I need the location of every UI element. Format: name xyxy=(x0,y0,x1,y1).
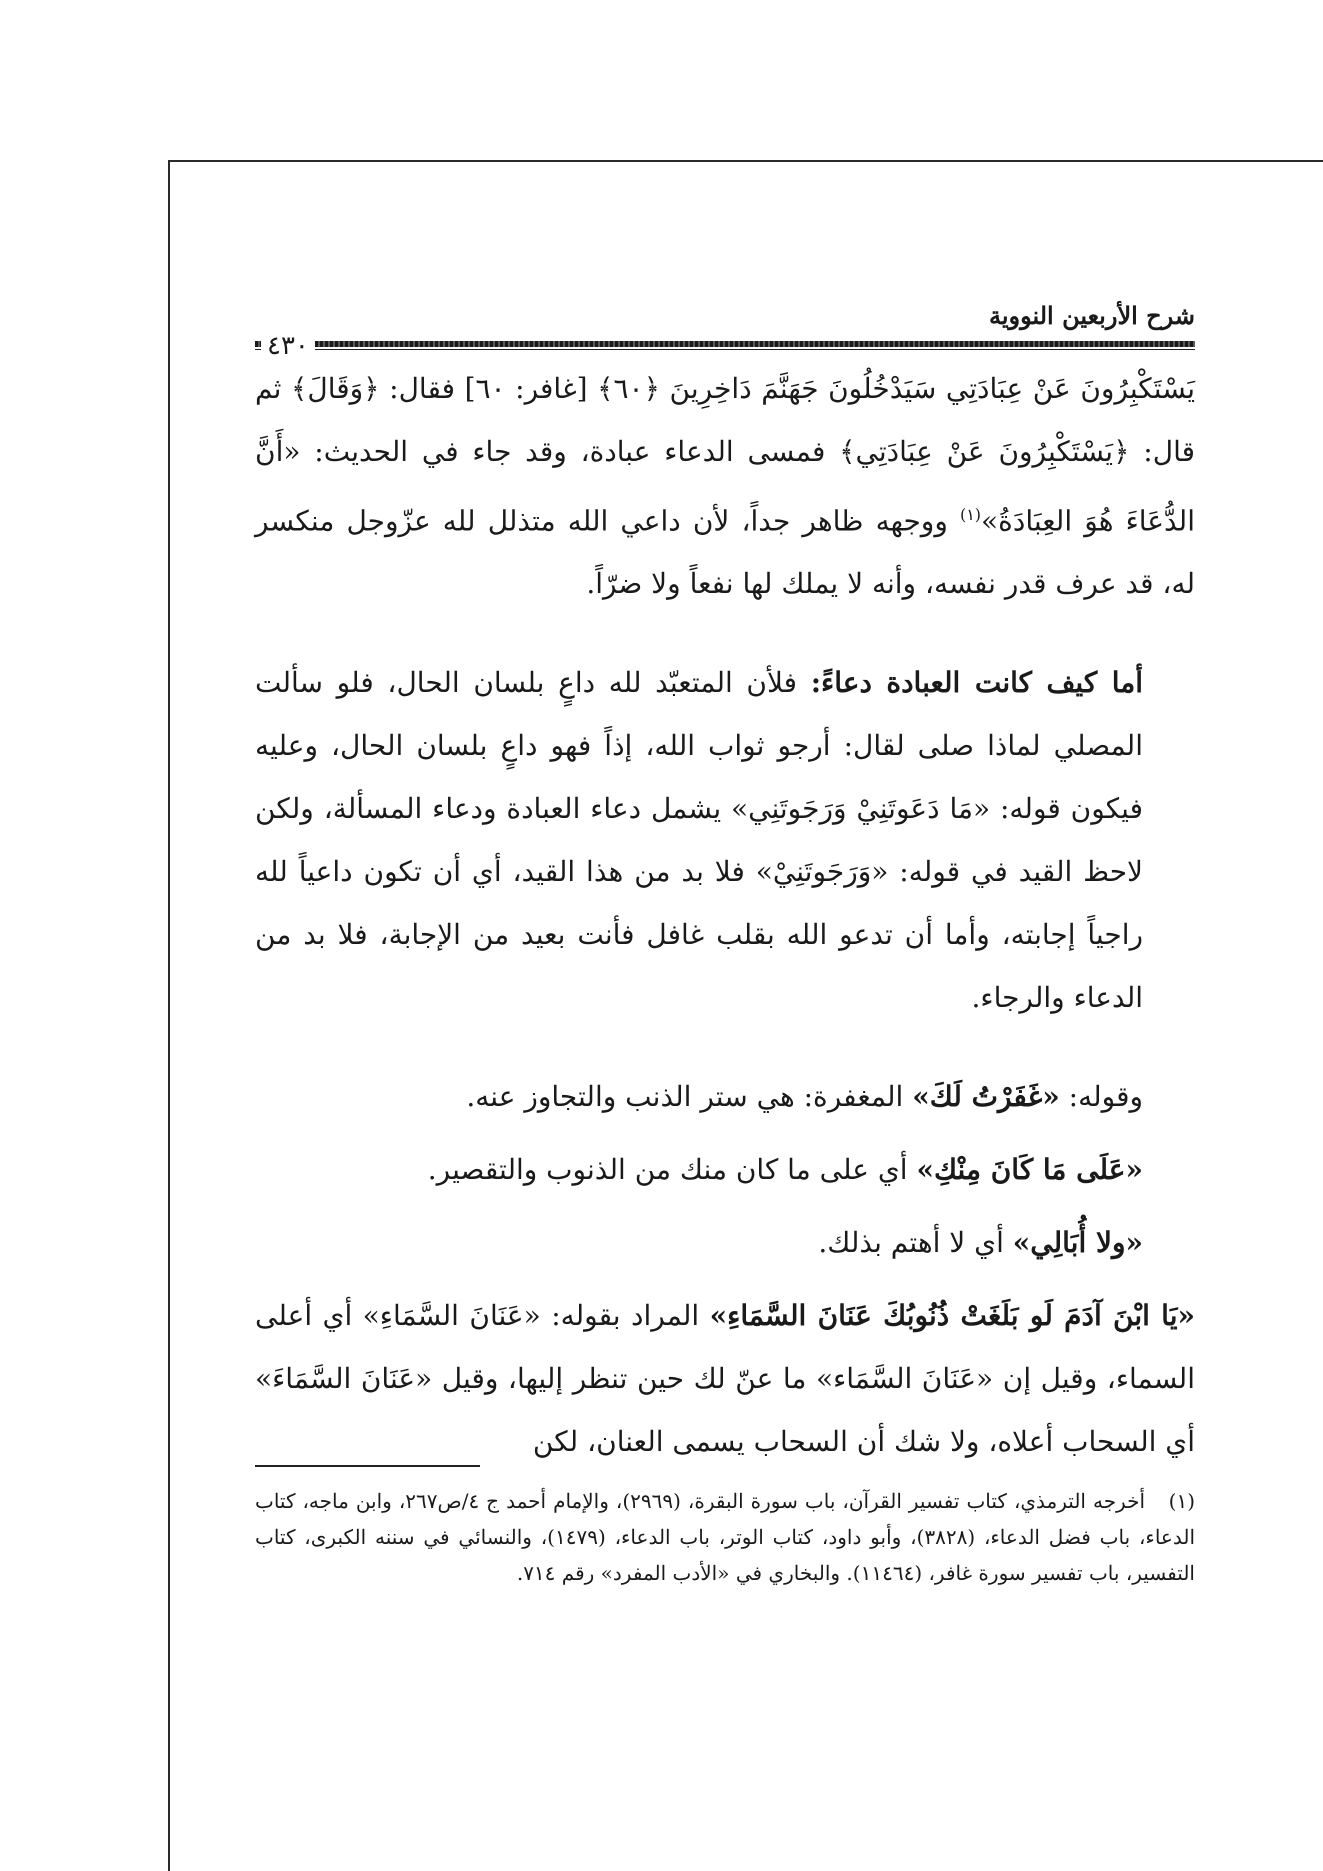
body-text xyxy=(255,357,1195,1473)
footnote-number: (١) xyxy=(1168,1489,1196,1513)
paragraph-6-rest: المراد بقوله: «عَنَانَ السَّمَاءِ» أي أعلى السماء، وقيل إن «عَنَانَ السَّمَاء» ما عنّ لك حين تنظر إليها، وقيل «عَنَانَ السَّمَاءَ» أي السحاب أعلاه، ولا شك أن السحاب يسمى العنان، لكن xyxy=(255,1299,1195,1459)
paragraph-4-rest: أي على ما كان منك من الذنوب والتقصير. xyxy=(427,1153,917,1187)
paragraph-1-text: يَسْتَكْبِرُونَ عَنْ عِبَادَتِي سَيَدْخُلُونَ جَهَنَّمَ دَاخِرِينَ ﴿٦٠﴾ [غافر: ٦٠] فقال: ﴿وَقَالَ﴾ ثم قال: ﴿يَسْتَكْبِرُونَ عَنْ عِبَادَتِي﴾ فمسى الدعاء عبادة، وقد جاء في الحديث: «أَنَّ الدُّعَاءَ هُوَ العِبَادَةُ» xyxy=(255,372,1196,538)
paragraph-5-rest: أي لا أهتم بذلك. xyxy=(818,1226,1013,1260)
paragraph-4 xyxy=(255,1138,1195,1201)
paragraph-2-rest: فلأن المتعبّد لله داعٍ بلسان الحال، فلو سألت المصلي لماذا صلى لقال: أرجو ثواب الله، إذاً فهو داعٍ بلسان الحال، وعليه فيكون قوله: «مَا دَعَوتَنِيْ وَرَجَوتَنِي» يشمل دعاء العبادة ودعاء المسألة، ولكن لاحظ القيد في قوله: «وَرَجَوتَنِيْ» فلا بد من هذا القيد، أي أن تكون داعياً لله راجياً إجابته، وأما أن تدعو الله بقلب غافل فأنت بعيد من الإجابة، فلا بد من الدعاء والرجاء. xyxy=(255,666,1143,1015)
paragraph-4-quote: «عَلَى مَا كَانَ مِنْكِ» xyxy=(916,1153,1143,1187)
paragraph-1 xyxy=(255,357,1195,615)
paragraph-5-quote: «ولا أُبَالِي» xyxy=(1012,1226,1143,1260)
paragraph-3-rest: المغفرة: هي ستر الذنب والتجاوز عنه. xyxy=(466,1080,913,1114)
page-number: ٤٣٠ xyxy=(261,331,315,361)
paragraph-2-lead: أما كيف كانت العبادة دعاءً: xyxy=(810,666,1144,700)
paragraph-5 xyxy=(255,1211,1195,1274)
paragraph-1-rest: ووجهه ظاهر جداً، لأن داعي الله متذلل لله عزّوجل منكسر له، قد عرف قدر نفسه، وأنه لا يملك لها نفعاً ولا ضرّاً. xyxy=(255,504,1195,601)
footnote-separator xyxy=(255,1465,480,1467)
running-title: شرح الأربعين النووية xyxy=(988,301,1195,330)
paragraph-3-quote: «غَفَرْتُ لَكَ» xyxy=(912,1080,1060,1114)
scan-border-top xyxy=(168,160,1323,162)
scan-border-left xyxy=(168,160,170,1871)
paragraph-3-pre: وقوله: xyxy=(1059,1080,1143,1114)
header-rule xyxy=(255,341,1195,347)
page-header xyxy=(255,295,1195,361)
footnote xyxy=(255,1483,1195,1591)
footnote-ref[interactable]: (١) xyxy=(959,505,982,524)
footnote-text: أخرجه الترمذي، كتاب تفسير القرآن، باب سورة البقرة، (٢٩٦٩)، والإمام أحمد ج ٤/ص٢٦٧، وابن ماجه، كتاب الدعاء، باب فضل الدعاء، (٣٨٢٨)، وأبو داود، كتاب الوتر، باب الدعاء، (١٤٧٩)، والنسائي في سننه الكبرى، كتاب التفسير، باب تفسير سورة غافر، (١١٤٦٤). والبخاري في «الأدب المفرد» رقم ٧١٤. xyxy=(255,1489,1195,1585)
paragraph-2 xyxy=(255,651,1195,1029)
paragraph-3 xyxy=(255,1065,1195,1128)
header-rule-thin xyxy=(255,349,1195,350)
book-page xyxy=(255,295,1195,1775)
paragraph-6 xyxy=(255,1284,1195,1473)
paragraph-6-quote: «يَا ابْنَ آدَمَ لَو بَلَغَتْ ذُنُوبُكَ عَنَانَ السَّمَاءِ» xyxy=(709,1299,1195,1333)
